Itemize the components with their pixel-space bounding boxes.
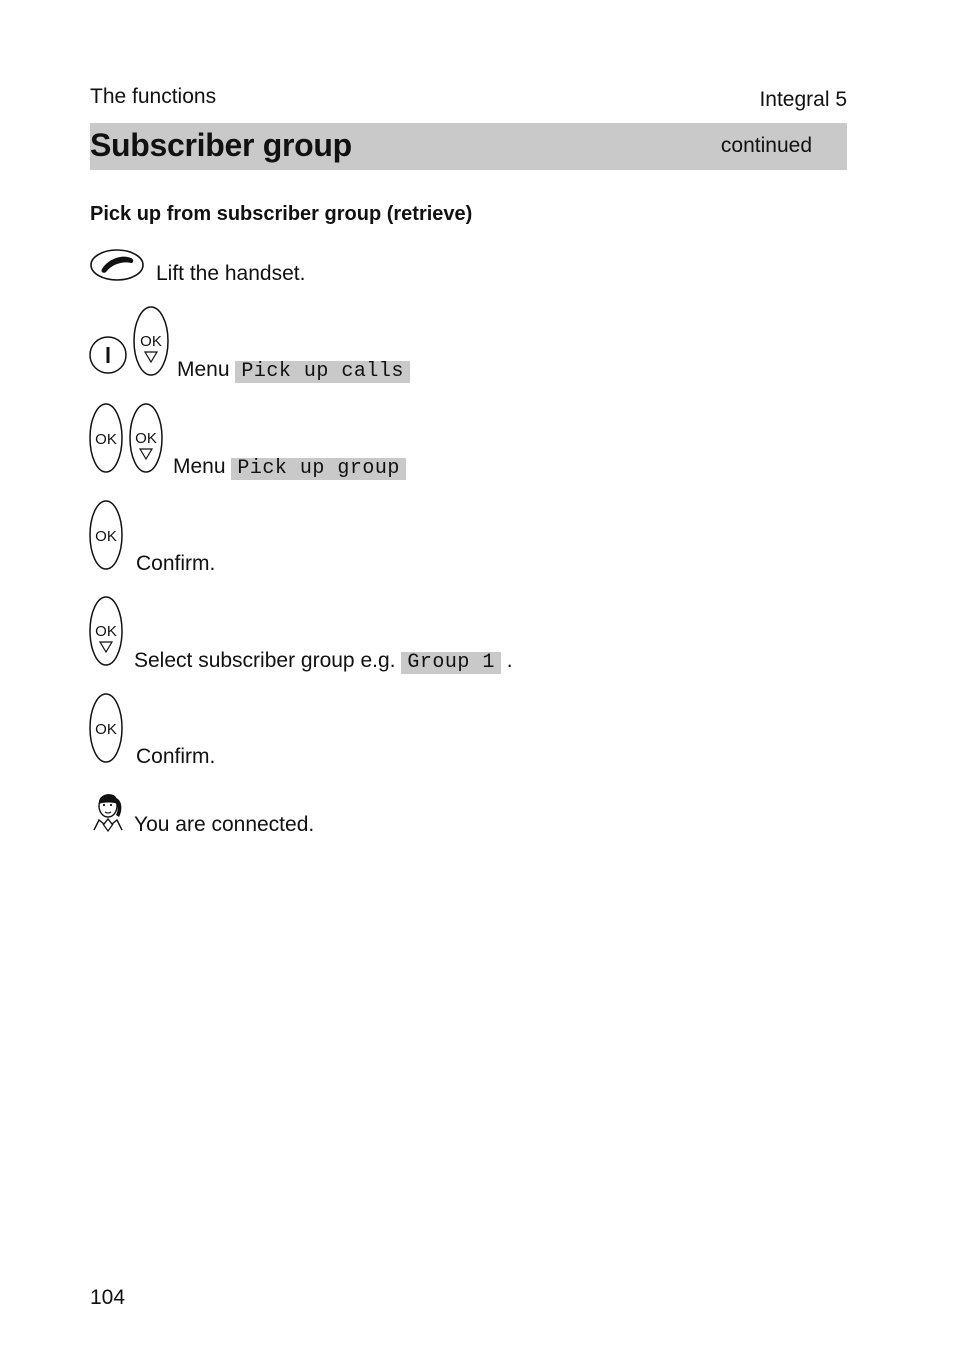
svg-text:OK: OK: [140, 333, 162, 350]
step-3-prefix: Menu: [173, 455, 226, 478]
svg-text:OK: OK: [95, 623, 117, 640]
continued-label: continued: [720, 134, 812, 157]
header-section: The functions: [90, 85, 217, 108]
svg-text:OK: OK: [95, 721, 117, 738]
step-6-text: Confirm.: [136, 745, 216, 768]
ok-key-icon: [88, 693, 126, 765]
step-4-text: Confirm.: [136, 552, 216, 575]
display-pick-up-calls: Pick up calls: [235, 361, 410, 383]
handset-icon: [90, 248, 146, 282]
step-2-text: [177, 358, 410, 383]
step-3-text: [173, 455, 406, 480]
step-2-prefix: Menu: [177, 358, 230, 381]
ok-down-key-icon: [88, 596, 126, 668]
person-on-phone-icon: [90, 790, 128, 832]
display-group-1: Group 1: [401, 652, 501, 674]
ok-key-icon: [88, 500, 126, 572]
page-number: 104: [90, 1286, 126, 1309]
display-pick-up-group: Pick up group: [231, 458, 406, 480]
step-5-text: [134, 649, 513, 674]
title-banner: [90, 123, 847, 170]
svg-text:OK: OK: [135, 430, 157, 447]
step-5-suffix: .: [506, 649, 513, 672]
svg-text:OK: OK: [95, 528, 117, 545]
ok-down-key-icon: [132, 306, 170, 378]
header-product: Integral 5: [759, 88, 847, 111]
procedure-title: Pick up from subscriber group (retrieve): [90, 203, 473, 225]
menu-key-icon: [89, 336, 129, 376]
step-7-text: You are connected.: [134, 813, 315, 836]
page-title: Subscriber group: [90, 127, 352, 163]
step-1-text: Lift the handset.: [156, 262, 306, 285]
ok-key-icon: [88, 403, 126, 475]
ok-down-key-icon: [128, 403, 166, 475]
step-5-prefix: Select subscriber group e.g.: [134, 649, 396, 672]
svg-text:OK: OK: [95, 431, 117, 448]
